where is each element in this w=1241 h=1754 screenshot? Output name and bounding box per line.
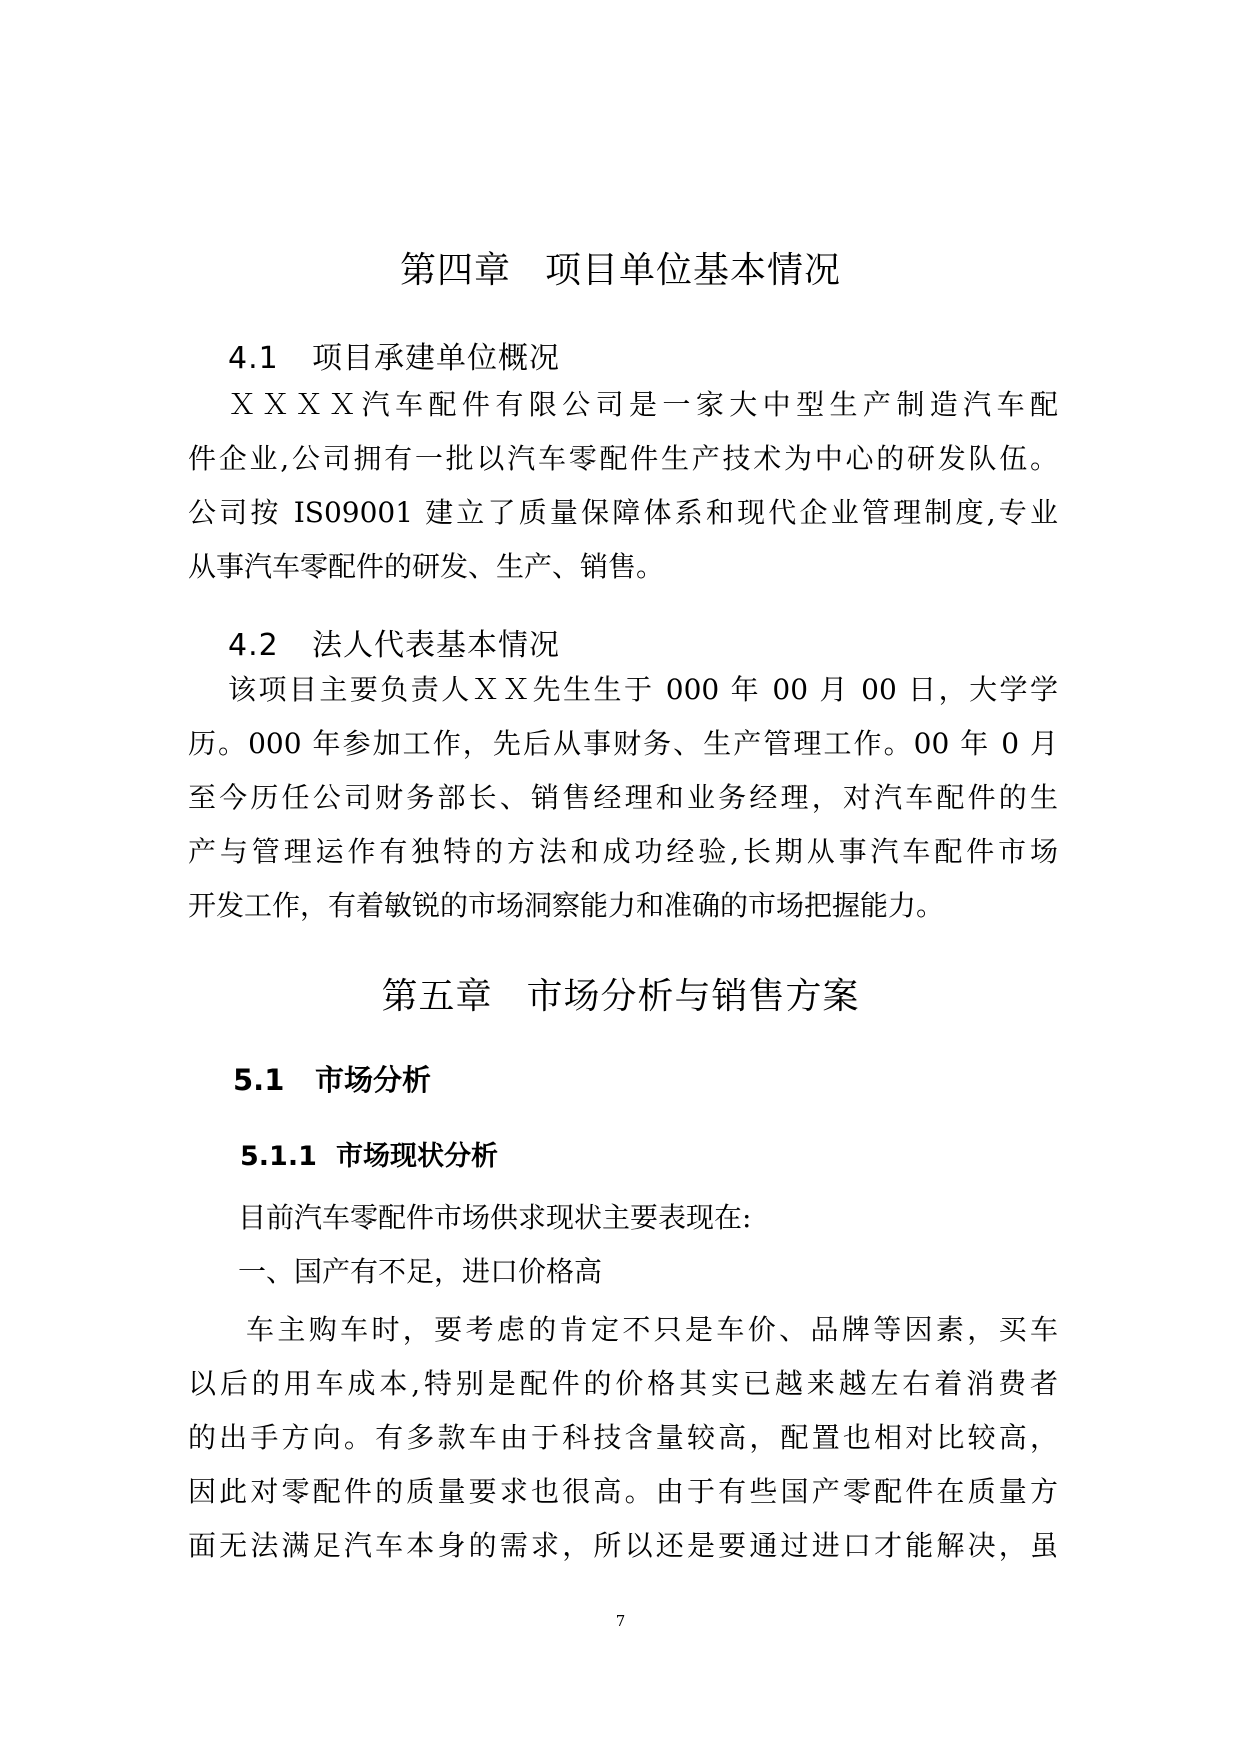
chapter-4-title: 项目单位基本情况: [545, 250, 842, 291]
chapter-5-title: 市场分析与销售方案: [526, 976, 860, 1017]
para-4-1-line: 公司按 IS09001 建立了质量保障体系和现代企业管理制度,专业: [188, 496, 1058, 529]
point-1-text: 一、国产有不足，进口价格高: [238, 1255, 603, 1288]
chapter-5-heading: [0, 968, 1241, 1019]
para-4-2-line: 产与管理运作有独特的方法和成功经验,长期从事汽车配件市场: [188, 835, 1058, 868]
para-5-1-1-line: 因此对零配件的质量要求也很高。由于有些国产零配件在质量方: [188, 1475, 1058, 1508]
para-4-2-line: 该项目主要负责人ＸＸ先生生于 000 年 00 月 00 日，大学学: [228, 673, 1058, 706]
para-4-1-line: ＸＸＸＸ汽车配件有限公司是一家大中型生产制造汽车配: [228, 388, 1058, 421]
para-4-2-line: 至今历任公司财务部长、销售经理和业务经理，对汽车配件的生: [188, 781, 1058, 814]
section-4-1-heading: [228, 333, 560, 377]
page-number: 7: [615, 1612, 626, 1630]
section-4-1-number: 4.1: [228, 341, 279, 376]
para-5-1-1-line: 的出手方向。有多款车由于科技含量较高，配置也相对比较高，: [188, 1421, 1058, 1454]
para-4-1-line: 件企业,公司拥有一批以汽车零配件生产技术为中心的研发队伍。: [188, 442, 1058, 475]
chapter-4-number: 第四章: [399, 250, 511, 291]
para-5-1-1-line: 以后的用车成本,特别是配件的价格其实已越来越左右着消费者: [188, 1367, 1058, 1400]
section-4-2-title: 法人代表基本情况: [312, 628, 560, 663]
section-5-1-1-number: 5.1.1: [240, 1141, 317, 1172]
section-5-1-heading: [233, 1058, 431, 1099]
para-5-1-1-line: 车主购车时，要考虑的肯定不只是车价、品牌等因素，买车: [246, 1313, 1058, 1346]
section-5-1-1-heading: [240, 1134, 498, 1173]
section-5-1-title: 市场分析: [315, 1063, 432, 1097]
chapter-4-heading: [0, 242, 1241, 293]
para-4-2-line: 历。000 年参加工作，先后从事财务、生产管理工作。00 年 0 月: [188, 727, 1058, 760]
intro-text: 目前汽车零配件市场供求现状主要表现在:: [238, 1201, 752, 1234]
section-4-2-heading: [228, 620, 560, 664]
para-5-1-1-line: 面无法满足汽车本身的需求，所以还是要通过进口才能解决，虽: [188, 1529, 1058, 1562]
section-4-1-title: 项目承建单位概况: [312, 341, 560, 376]
para-4-2-line: 开发工作，有着敏锐的市场洞察能力和准确的市场把握能力。: [188, 889, 945, 922]
section-5-1-number: 5.1: [233, 1063, 285, 1097]
chapter-5-number: 第五章: [381, 976, 493, 1017]
section-4-2-number: 4.2: [228, 628, 279, 663]
section-5-1-1-title: 市场现状分析: [336, 1141, 498, 1172]
para-4-1-line: 从事汽车零配件的研发、生产、销售。: [188, 550, 665, 583]
